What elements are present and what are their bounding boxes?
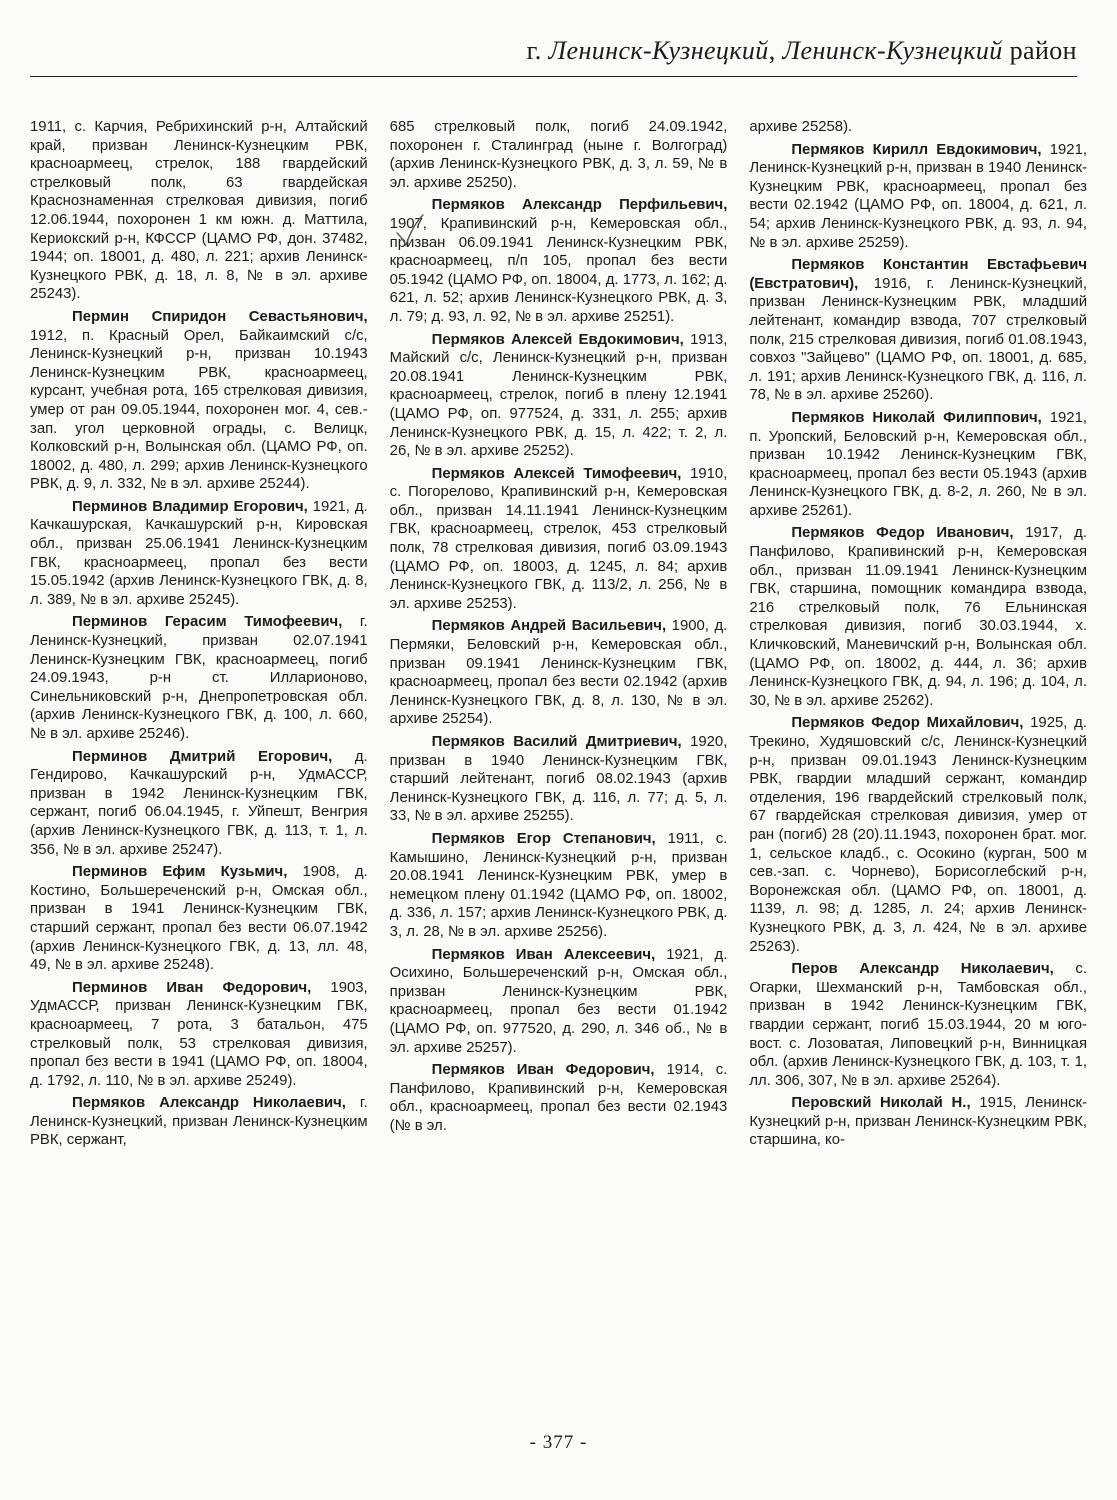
record-text: 1914, с. Панфилово, Крапивинский р-н, Кемеровская обл., красноармеец, пропал без вести 02.1943 (№ в эл. [389,1062,728,1134]
record-entry [30,863,368,975]
handwritten-checkmark-icon [395,213,425,247]
record-text: 1908, д. Костино, Большереченский р-н, Омская обл., призван в 1941 Ленинск-Кузнецким ГВК, старший сержант, пропал без вести 06.07.1942 (архив Ленинск-Кузнецкого ГВК, д. 13, лл. 48, 49, № в эл. архиве 25248). [30,864,368,974]
person-name: Пермяков Василий Дмитриевич, [431,734,682,750]
record-text: г. Ленинск-Кузнецкий, призван 02.07.1941 Ленинск-Кузнецким ГВК, красноармеец, погиб 24.09.1943, р-н ст. Илларионово, Синельниковский р-н, Днепропетровская обл. (архив Ленинск-Кузнецкого ГВК, д. 100, л. 660, № в эл. архиве 25246). [30,614,368,742]
record-entry [390,617,728,729]
record-text: 1921, Ленинск-Кузнецкий р-н, призван в 1940 Ленинск-Кузнецким РВК, красноармеец, пропал без вести 02.1942 (ЦАМО РФ, оп. 18004, д. 621, л. 54; архив Ленинск-Кузнецкого РВК, д. 93, л. 94, № в эл. архиве 25259). [749,141,1088,251]
record-text: архиве 25258). [749,119,853,135]
person-name: Пермяков Иван Алексеевич, [431,946,656,963]
record-entry [30,498,368,610]
person-name: Пермяков Федор Михайлович, [791,715,1024,732]
record-text: 1915, Ленинск-Кузнецкий р-н, призван Ленинск-Кузнецким РВК, старшина, ко- [749,1095,1088,1149]
person-name: Перминов Иван Федорович, [72,979,312,996]
person-name: Пермяков Иван Федорович, [431,1062,655,1079]
header-separator: , [768,36,783,65]
record-text: 1921, д. Осихино, Большереченский р-н, Омская обл., призван Ленинск-Кузнецким РВК, красноармеец, пропал без вести 01.1942 (ЦАМО РФ, оп. 977520, д. 290, л. 346 об., № в эл. архиве 25257). [389,946,728,1056]
record-text: 1907, Крапивинский р-н, Кемеровская обл., призван 06.09.1941 Ленинск-Кузнецким РВК, красноармеец, п/п 105, пропал без вести 05.1942 (ЦАМО РФ, оп. 18004, д. 1773, л. 162; д. 621, л. 52; архив Ленинск-Кузнецкого РВК, д. 3, л. 79; д. 93, л. 92, № в эл. архиве 25251). [389,215,728,325]
record-entry [749,141,1087,253]
person-name: Пермин Спиридон Севастьянович, [72,308,368,325]
header-place-district: Ленинск-Кузнецкий [782,36,1003,65]
record-continuation [749,118,1087,137]
record-text: 1921, п. Уропский, Беловский р-н, Кемеровская обл., призван 10.1942 Ленинск-Кузнецким ГВК, красноармеец, пропал без вести 05.1943 (архив Ленинск-Кузнецкого ГВК, д. 8-2, л. 260, № в эл. архиве 25261). [749,409,1088,519]
person-name: Перовский Николай Н., [791,1095,971,1112]
running-header [30,36,1077,66]
column-3 [749,118,1087,1408]
record-text: 1920, призван в 1940 Ленинск-Кузнецким ГВК, старший лейтенант, погиб 08.02.1943 (архив Ленинск-Кузнецкого ГВК, д. 116, л. 77; д. 5, л. 33, № в эл. архиве 25255). [389,734,728,825]
person-name: Перминов Владимир Егорович, [72,498,308,515]
person-name: Перминов Дмитрий Егорович, [72,748,333,765]
person-name: Перов Александр Николаевич, [791,961,1054,978]
record-entry [390,946,728,1058]
person-name: Пермяков Федор Иванович, [791,525,1014,542]
person-name: Пермяков Андрей Васильевич, [431,618,667,635]
record-entry [30,979,368,1091]
record-text: 1913, Майский с/с, Ленинск-Кузнецкий р-н, призван 20.08.1941 Ленинск-Кузнецким РВК, красноармеец, стрелок, погиб в плену 12.1941 (ЦАМО РФ, оп. 977524, д. 331, л. 255; архив Ленинск-Кузнецкого РВК, д. 15, л. 422; т. 2, л. 26, № в эл. архиве 25252). [389,331,728,460]
record-text: 1910, с. Погорелово, Крапивинский р-н, Кемеровская обл., призван 14.11.1941 Ленинск-Кузнецким ГВК, красноармеец, стрелок, 453 стрелковый полк, 78 стрелковая дивизия, погиб 03.09.1943 (ЦАМО РФ, оп. 18003, д. 1245, л. 84; архив Ленинск-Кузнецкого ГВК, д. 113/2, л. 256, № в эл. архиве 25253). [389,465,728,612]
record-entry [390,1061,728,1135]
record-text: 1900, д. Пермяки, Беловский р-н, Кемеровская обл., призван 09.1941 Ленинск-Кузнецким ГВК, красноармеец, пропал без вести 02.1942 (архив Ленинск-Кузнецкого ГВК, д. 8, л. 130, № в эл. архиве 25254). [389,618,728,728]
record-entry [30,748,368,860]
person-name: Пермяков Александр Николаевич, [72,1095,346,1112]
header-prefix: г. [526,36,549,65]
column-1 [30,118,368,1408]
record-text: 1903, УдмАССР, призван Ленинск-Кузнецким ГВК, красноармеец, 7 рота, 3 батальон, 475 стрелковый полк, 53 стрелковая дивизия, пропал без вести в 1941 (ЦАМО РФ, оп. 18004, д. 1792, л. 110, № в эл. архиве 25249). [30,979,368,1089]
person-name: Перминов Герасим Тимофеевич, [72,614,343,631]
header-suffix: район [1002,36,1077,65]
record-text: 1911, с. Карчия, Ребрихинский р-н, Алтайский край, призван Ленинск-Кузнецким РВК, красноармеец, стрелок, 188 гвардейский стрелковый полк, 63 гвардейская Краснознаменная стрелковая дивизия, погиб 12.06.1944, похоронен 1 км южн. д. Маттила, Кериокский р-н, КФССР (ЦАМО РФ, дон. 37482, 1944; оп. 18001, д. 480, л. 221; архив Ленинск-Кузнецкого РВК, д. 18, л. 8, № в эл. архиве 25243). [30,119,368,303]
record-text: д. Гендирово, Качкашурский р-н, УдмАССР, призван в 1942 Ленинск-Кузнецким ГВК, сержант, погиб 06.04.1945, г. Уйпешт, Венгрия (архив Ленинск-Кузнецкого ГВК, д. 113, т. 1, л. 356, № в эл. архиве 25247). [30,748,368,858]
record-entry [749,256,1087,405]
person-name: Пермяков Егор Степанович, [431,830,656,847]
page-number: - 377 - [529,1432,588,1453]
person-name: Пермяков Александр Перфильевич, [431,197,728,214]
column-2 [390,118,728,1408]
record-entry [749,524,1087,710]
record-entry [390,830,728,942]
record-text: 1912, п. Красный Орел, Байкаимский с/с, Ленинск-Кузнецкий р-н, призван 10.1943 Ленинск-Кузнецким РВК, красноармеец, курсант, учебная рота, 165 стрелковая дивизия, умер от ран 09.05.1944, похоронен мог. 4, сев.-зап. угол церковной ограды, с. Велицк, Колковский р-н, Волынская обл. (ЦАМО РФ, оп. 18002, д. 480, л. 299; архив Ленинск-Кузнецкого РВК, д. 9, л. 332, № в эл. архиве 25244). [30,327,368,493]
record-continuation [30,118,368,304]
record-entry [749,714,1087,956]
person-name: Пермяков Кирилл Евдокимович, [791,141,1042,158]
record-entry [30,308,368,494]
record-entry [30,1094,368,1150]
record-entry [30,613,368,743]
record-text: 1916, г. Ленинск-Кузнецкий, призван Ленинск-Кузнецким РВК, младший лейтенант, командир взвода, 707 стрелковый полк, 215 стрелковая дивизия, погиб 01.08.1943, совхоз "Зайцево" (ЦАМО РФ, оп. 18001, д. 685, л. 191; архив Ленинск-Кузнецкого ГВК, д. 116, л. 78, № в эл. архиве 25260). [749,275,1088,404]
record-text: с. Огарки, Шехманский р-н, Тамбовская обл., призван в 1942 Ленинск-Кузнецким ГВК, гвардии сержант, погиб 15.03.1944, 20 м юго-вост. с. Лозоватая, Липовецкий р-н, Винницкая обл. (архив Ленинск-Кузнецкого ГВК, д. 103, т. 1, лл. 306, 307, № в эл. архиве 25264). [749,961,1088,1089]
record-entry [749,960,1087,1090]
record-text: 1925, д. Трекино, Худяшовский с/с, Ленинск-Кузнецкий р-н, призван 09.01.1943 Ленинск-Кузнецким РВК, гвардии младший сержант, командир отделения, 196 гвардейский стрелковый полк, 67 гвардейская стрелковая дивизия, умер от ран (погиб) 28 (20).11.1943, похоронен брат. мог. 1, сельское кладб., с. Осокино (курган, 500 м сев.-зап. с. Чорнево), Борисоглебский р-н, Воронежская обл. (ЦАМО РФ, оп. 18001, д. 1139, л. 98; д. 1285, л. 24; архив Ленинск-Кузнецкого РВК, д. 3, л. 424, № в эл. архиве 25263). [749,715,1088,955]
header-rule [30,76,1077,77]
record-entry [390,465,728,614]
record-entry [390,196,728,326]
record-text: 1911, с. Камышино, Ленинск-Кузнецкий р-н, призван 20.08.1941 Ленинск-Кузнецким РВК, умер в немецком плену 01.1942 (ЦАМО РФ, оп. 18002, д. 336, л. 157; архив Ленинск-Кузнецкого РВК, д. 3, л. 28, № в эл. архиве 25256). [389,830,728,940]
text-columns [30,118,1087,1408]
record-continuation [390,118,728,192]
person-name: Пермяков Алексей Тимофеевич, [431,465,682,482]
record-entry [749,409,1087,521]
record-entry [390,733,728,826]
person-name: Пермяков Николай Филиппович, [791,409,1042,426]
record-text: 1921, д. Качкашурская, Качкашурский р-н, Кировская обл., призван 25.06.1941 Ленинск-Кузнецким ГВК, красноармеец, пропал без вести 15.05.1942 (архив Ленинск-Кузнецкого ГВК, д. 8, л. 389, № в эл. архиве 25245). [30,498,368,608]
record-entry [749,1094,1087,1150]
record-text: 685 стрелковый полк, погиб 24.09.1942, похоронен г. Сталинград (ныне г. Волгоград) (архив Ленинск-Кузнецкого РВК, д. 3, л. 59, № в эл. архиве 25250). [389,119,728,191]
person-name: Пермяков Алексей Евдокимович, [431,331,684,348]
record-entry [390,331,728,461]
person-name: Пермяков Константин Евстафьевич (Евстратович), [749,257,1088,292]
person-name: Перминов Ефим Кузьмич, [72,864,288,881]
record-text: г. Ленинск-Кузнецкий, призван Ленинск-Кузнецким РВК, сержант, [30,1095,368,1149]
record-text: 1917, д. Панфилово, Крапивинский р-н, Кемеровская обл., призван 11.09.1941 Ленинск-Кузнецким ГВК, старшина, помощник командира взвода, 216 стрелковый полк, 76 Ельнинская стрелковая дивизия, погиб 30.03.1944, х. Кличковский, Маневичский р-н, Волынская обл. (ЦАМО РФ, оп. 18002, д. 444, л. 36; архив Ленинск-Кузнецкого ГВК, д. 94, л. 196; д. 104, л. 30, № в эл. архиве 25262). [749,525,1088,709]
header-place-city: Ленинск-Кузнецкий [548,36,769,65]
